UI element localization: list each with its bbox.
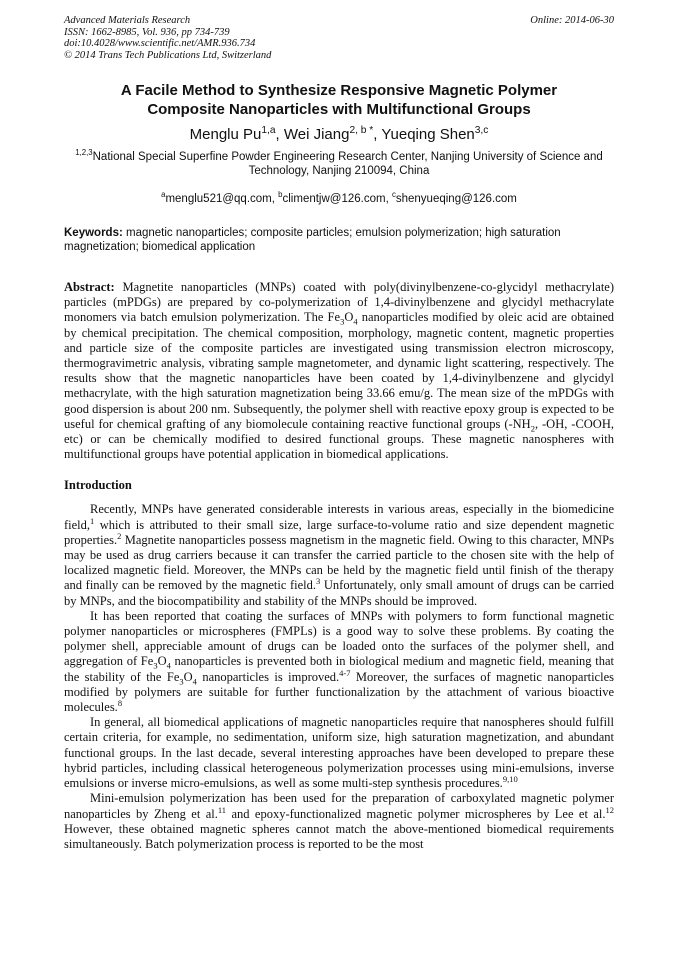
subscript: 4 xyxy=(353,316,358,327)
subscript: 3 xyxy=(340,316,345,327)
paragraph xyxy=(64,502,614,608)
text-run: and epoxy-functionalized magnetic polymer microspheres by Lee et al. xyxy=(226,806,606,821)
paper-title xyxy=(64,81,614,119)
subscript: 3 xyxy=(153,660,158,671)
text-run: Unfortunately, only small amount of drugs can be carried by MNPs, and the biocompatibility and stability of the MNPs should be improved. xyxy=(64,578,614,608)
email-link[interactable]: climentjw@126.com xyxy=(282,193,386,205)
paragraph xyxy=(64,609,614,715)
keywords-label: Keywords: xyxy=(64,227,123,239)
doi-line: doi:10.4028/www.scientific.net/AMR.936.734 xyxy=(64,38,256,49)
journal-header xyxy=(64,15,614,61)
affiliation xyxy=(64,150,614,178)
chem-text: O xyxy=(157,654,167,669)
abstract-label: Abstract: xyxy=(64,280,115,294)
journal-name: Advanced Materials Research xyxy=(64,15,191,26)
abstract-text: , -OH, -COOH, etc) or can be chemically modified to desired functional groups. These magnetic nanospheres with multifunctional groups have potential application in biomedical applications. xyxy=(64,416,614,462)
email-mark: c xyxy=(391,190,396,200)
citation[interactable]: 12 xyxy=(605,804,614,815)
author-name: Yueqing Shen xyxy=(381,126,475,143)
author-affil-mark: 3,c xyxy=(474,125,489,136)
author-name: Wei Jiang xyxy=(283,126,350,143)
citation[interactable]: 11 xyxy=(217,804,227,815)
author-affil-mark: 2, b * xyxy=(349,125,374,136)
text-run: However, these obtained magnetic spheres cannot match the above-mentioned biomedical requirements simultaneously. Batch polymerization process is reported to be the most xyxy=(64,821,614,851)
citation[interactable]: 1 xyxy=(90,515,95,526)
author-affil-mark: 1,a xyxy=(261,125,276,136)
text-run: nanoparticles is prevented both in biological medium and magnetic field, meaning that the stability of the Fe xyxy=(64,654,614,684)
text-run: Recently, MNPs have generated considerable interests in various areas, especially in the biomedicine field, xyxy=(64,502,614,532)
text-run: which is attributed to their small size, large surface-to-volume ratio and size dependent magnetic properties. xyxy=(64,517,614,547)
citation[interactable]: 9,10 xyxy=(502,773,518,784)
online-date: Online: 2014-06-30 xyxy=(530,15,614,26)
email-link[interactable]: menglu521@qq.com xyxy=(165,193,272,205)
chem-text: O xyxy=(183,669,193,684)
subscript: 4 xyxy=(192,676,197,687)
subscript: 3 xyxy=(179,676,184,687)
author-name: Menglu Pu xyxy=(189,126,262,143)
citation[interactable]: 8 xyxy=(117,697,123,708)
text-run: Magnetite nanoparticles possess magnetism in the magnetic field. Owing to this character, MNPs may be used as drug carriers because it can transfer the carried particle to the chosen site with the help of localized magnetic field. Moreover, the MNPs can be held by the magnetic field until finish of the therapy and finally can be removed by the magnetic field. xyxy=(64,532,614,593)
text-run: It has been reported that coating the surfaces of MNPs with polymers to form functional magnetic polymer nanoparticles or microspheres (FMPLs) is a good way to solve these problems. By coating the polymer shell, appreciable amount of drugs can be loaded onto the surfaces of the polymer shell, and aggregation of Fe xyxy=(64,608,614,669)
paragraph xyxy=(64,791,614,852)
title-line-1: A Facile Method to Synthesize Responsive Magnetic Polymer xyxy=(120,82,558,99)
abstract xyxy=(64,280,614,462)
text-run: nanoparticles is improved. xyxy=(196,669,340,684)
copyright-line: © 2014 Trans Tech Publications Ltd, Switzerland xyxy=(64,49,272,61)
paragraph xyxy=(64,715,614,791)
citation[interactable]: 4-7 xyxy=(339,667,351,678)
keywords xyxy=(64,226,614,254)
subscript: 2 xyxy=(530,423,535,434)
abstract-text: Magnetite nanoparticles (MNPs) coated with poly(divinylbenzene-co-glycidyl methacrylate) particles (mPDGs) are prepared by co-polymerization of 1,4-divinylbenzene and glycidyl methacrylate monomers via batch emulsion polymerization. The Fe xyxy=(64,280,615,325)
issn-line: ISSN: 1662-8985, Vol. 936, pp 734-739 xyxy=(64,26,230,38)
text-run: Moreover, the surfaces of magnetic nanoparticles modified by polymers are suitable for further functionalization by the attachment of various bioactive molecules. xyxy=(64,669,614,715)
email-mark: b xyxy=(278,190,283,200)
chem-text: O xyxy=(344,310,354,325)
introduction-body xyxy=(64,502,614,852)
abstract-text: nanoparticles modified by oleic acid are obtained by chemical precipitation. The chemical composition, morphology, magnetic content, magnetic properties and particle size of the composite particles are investigated using transmission electron microscopy, thermogravimetric analysis, vibrating sample magnetometer, and dynamic light scattering, respectively. The results show that the magnetic nanoparticles have been coated by 1,4-divinylbenzene and glycidyl methacrylate, with the high saturation magnetization being 33.66 emu/g. The mean size of the mPDGs with good dispersion is about 200 nm. Subsequently, the polymer shell with reactive epoxy group is expected to be useful for chemical grafting of any biomolecule containing reactive functional groups (-NH xyxy=(64,310,614,431)
author-list: Menglu Pu$^{1,a}$, Wei Jiang$^{2, b *}$, Yueqing Shen$^{3,c}$ xyxy=(189,125,489,143)
affiliation-mark: 1,2,3 xyxy=(75,148,93,158)
text-run: In general, all biomedical applications of magnetic nanoparticles require that nanospheres should fulfill certain criteria, for example, no sedimentation, uniform size, high saturation magnetization, and abundant functional groups. In the last decade, several interesting approaches have been developed to prepare these hybrid particles, including classical heterogeneous polymerization processes using mini-emulsions, inverse emulsions or inverse micro-emulsions, as well as some multi-step synthesis procedures. xyxy=(64,715,614,791)
subscript: 4 xyxy=(166,660,171,671)
email-mark: a xyxy=(161,190,166,200)
section-heading-introduction: Introduction xyxy=(64,478,132,493)
citation[interactable]: 3 xyxy=(316,576,321,587)
affiliation-text: National Special Superfine Powder Engineering Research Center, Nanjing University of Science and Technology, Nanjing 210094, China xyxy=(92,151,603,177)
title-line-2: Composite Nanoparticles with Multifunctional Groups xyxy=(147,101,531,118)
text-run: Mini-emulsion polymerization has been used for the preparation of carboxylated magnetic polymer nanoparticles by Zheng et al. xyxy=(64,791,614,821)
citation[interactable]: 2 xyxy=(117,530,122,541)
email-list: $^a$menglu521@qq.com, $^b$climentjw@126.com, $^c$shenyueqing@126.com xyxy=(161,190,517,205)
email-link[interactable]: shenyueqing@126.com xyxy=(395,193,517,205)
keywords-text: magnetic nanoparticles; composite particles; emulsion polymerization; high saturation magnetization; biomedical application xyxy=(64,227,561,253)
